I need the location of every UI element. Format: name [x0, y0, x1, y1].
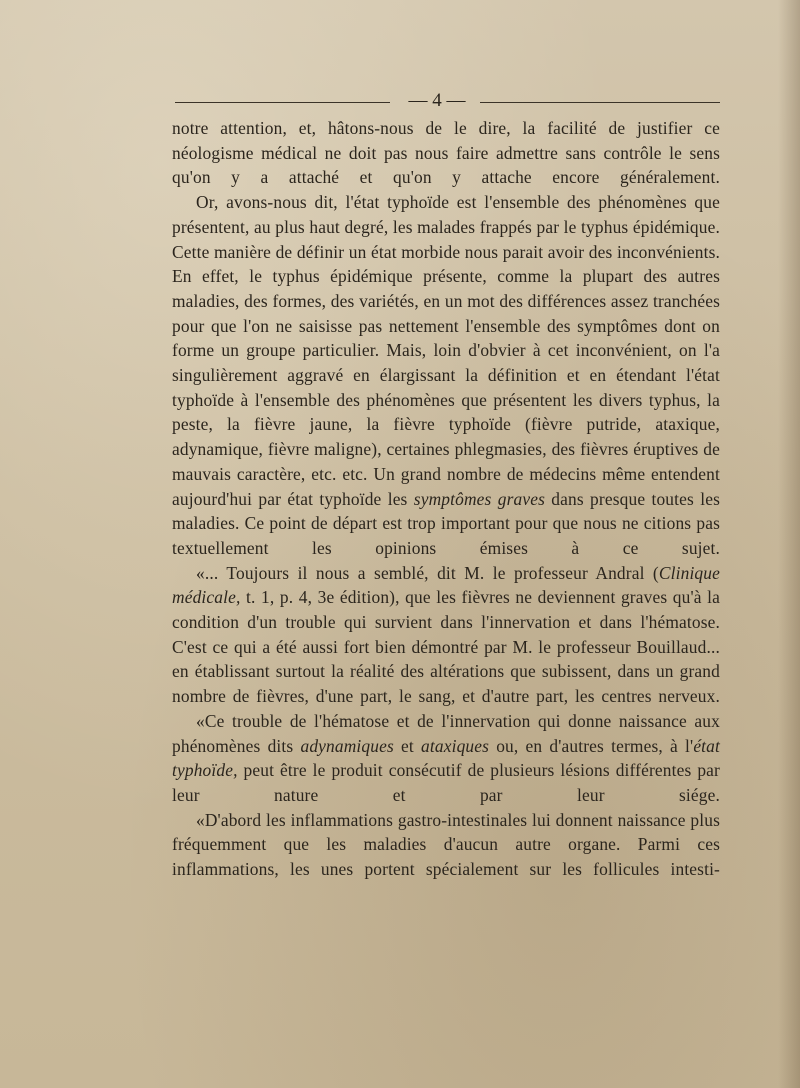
header-rule-left [175, 102, 390, 103]
italic-term: adynamiques [300, 735, 394, 756]
page-header [175, 92, 720, 112]
italic-citation: Clinique médicale, [172, 562, 720, 608]
italic-term: état typhoïde, [172, 735, 720, 781]
italic-phrase: symptômes graves [413, 488, 545, 509]
italic-term: ataxiques [421, 735, 490, 756]
paragraph: «Ce trouble de l'hématose et de l'innervation qui donne naissance aux phénomènes dits adynamiques et ataxiques ou, en d'autres termes, à l'état typhoïde, peut être le produit consécutif de plusieurs lésions différentes par leur nature et par leur siége. [172, 710, 720, 805]
paragraph: «... Toujours il nous a semblé, dit M. le professeur Andral (Clinique médicale, t. 1, p. 4, 3e édition), que les fièvres ne deviennent graves qu'à la condition d'un trouble qui survient dans l'innervation et dans l'hématose. C'est ce qui a été aussi fort bien démontré par M. le professeur Bouillaud... en établissant surtout la réalité des altérations que subissent, dans un grand nombre de fièvres, d'une part, le sang, et d'autre part, les centres nerveux. [172, 562, 720, 707]
paragraph: notre attention, et, hâtons-nous de le dire, la facilité de justifier ce néologisme médical ne doit pas nous faire admettre sans contrôle le sens qu'on y a attaché et qu'on y attache encore généralement. [172, 118, 720, 188]
paragraph: «D'abord les inflammations gastro-intestinales lui donnent naissance plus fréquemment que les maladies d'aucun autre organe. Parmi ces inflammations, les unes portent spécialement sur les follicules intesti- [172, 809, 720, 880]
page-edge-shadow [778, 0, 800, 1088]
body-text [172, 116, 720, 882]
paragraph: Or, avons-nous dit, l'état typhoïde est l'ensemble des phénomènes que présentent, au plus haut degré, les malades frappés par le typhus épidémique. Cette manière de définir un état morbide nous parait avoir des inconvénients. En effet, le typhus épidémique présente, comme la plupart des autres maladies, des formes, des variétés, en un mot des différences assez tranchées pour que l'on ne saisisse pas nettement l'ensemble des symptômes dont on forme un groupe particulier. Mais, loin d'obvier à cet inconvénient, on l'a singulièrement aggravé en élargissant la définition et en étendant l'état typhoïde à l'ensemble des phénomènes que présentent les divers typhus, la peste, la fièvre jaune, la fièvre typhoïde (fièvre putride, ataxique, adynamique, fièvre maligne), certaines phlegmasies, des fièvres éruptives de mauvais caractère, etc. etc. Un grand nombre de médecins même entendent aujourd'hui par état typhoïde les symptômes graves dans presque toutes les maladies. Ce point de départ est trop important pour que nous ne citions pas textuellement les opinions émises à ce sujet. [172, 192, 720, 558]
page-number: — 4 — [408, 90, 466, 111]
header-rule-right [480, 102, 720, 103]
